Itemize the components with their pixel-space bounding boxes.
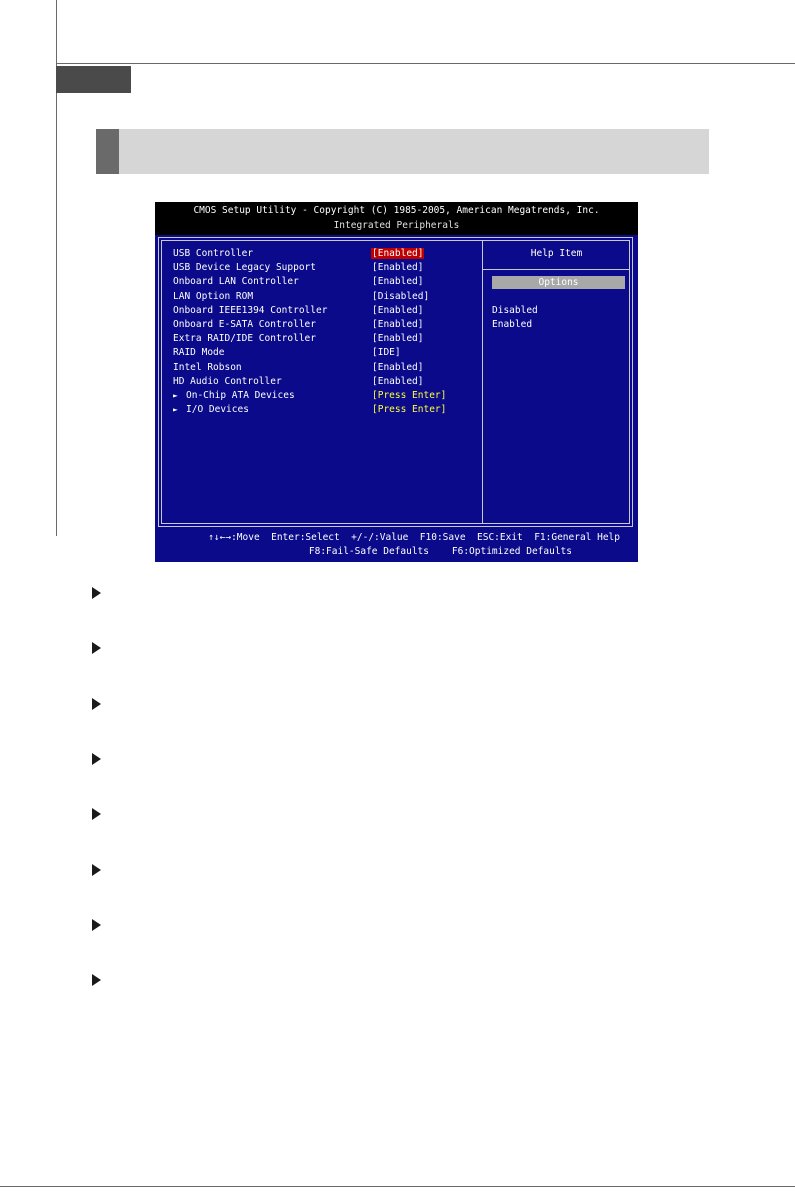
bios-defaults-hint: F8:Fail-Safe Defaults F6:Optimized Defaults (308, 546, 572, 557)
bios-keys-hint: ↑↓←→:Move Enter:Select +/-/:Value F10:Save ESC:Exit F1:General Help (208, 532, 620, 543)
help-options-label: Options (538, 277, 579, 288)
page-footer-rule (0, 1186, 795, 1187)
bullet-arrow-icon (92, 753, 101, 765)
help-option[interactable]: Enabled (492, 319, 533, 330)
setting-label: Onboard LAN Controller (173, 276, 299, 288)
help-panel-divider (483, 269, 630, 270)
setting-label: Onboard E-SATA Controller (173, 318, 316, 330)
page-header-rule (56, 63, 795, 64)
setting-label: LAN Option ROM (173, 290, 254, 302)
setting-label: HD Audio Controller (173, 375, 282, 387)
setting-on-chip-ata[interactable] (155, 390, 485, 404)
setting-value[interactable]: [Disabled] (372, 290, 430, 302)
setting-onboard-lan[interactable] (155, 276, 485, 290)
bullet-arrow-icon (92, 642, 101, 654)
setting-label: Onboard IEEE1394 Controller (173, 304, 328, 316)
setting-value-submenu[interactable]: [Press Enter] (372, 404, 447, 416)
submenu-arrow-icon: ► (173, 390, 178, 400)
setting-label: USB Controller (173, 248, 254, 259)
bios-title: CMOS Setup Utility - Copyright (C) 1985-2005, American Megatrends, Inc. (193, 205, 600, 216)
setting-label: RAID Mode (173, 347, 225, 359)
page-header-tab (56, 66, 131, 93)
setting-intel-robson[interactable] (155, 362, 485, 376)
setting-value[interactable]: [Enabled] (372, 262, 424, 274)
section-heading-bar (96, 129, 709, 174)
help-options-list (492, 305, 538, 333)
setting-extra-raid-ide[interactable] (155, 333, 485, 347)
setting-usb-legacy[interactable] (155, 262, 485, 276)
bullet-arrow-icon (92, 808, 101, 820)
help-option[interactable]: Disabled (492, 305, 538, 316)
submenu-arrow-icon: ► (173, 405, 178, 415)
setting-label: Extra RAID/IDE Controller (173, 333, 316, 345)
setting-label: USB Device Legacy Support (173, 262, 316, 274)
setting-value[interactable]: [Enabled] (372, 361, 424, 373)
setting-ieee1394[interactable] (155, 305, 485, 319)
setting-hd-audio[interactable] (155, 376, 485, 390)
bullet-arrow-icon (92, 864, 101, 876)
settings-list (155, 248, 485, 418)
setting-label: On-Chip ATA Devices (186, 389, 295, 401)
setting-label: I/O Devices (186, 404, 249, 416)
setting-value[interactable]: [IDE] (372, 347, 401, 359)
setting-value[interactable]: [Enabled] (372, 318, 424, 330)
bios-screen (155, 202, 638, 562)
bullet-arrow-icon (92, 698, 101, 710)
setting-value[interactable]: [Enabled] (372, 333, 424, 345)
setting-raid-mode[interactable] (155, 347, 485, 361)
bullet-arrow-icon (92, 587, 101, 599)
section-heading-accent (96, 129, 119, 174)
bios-subtitle: Integrated Peripherals (333, 220, 460, 231)
setting-io-devices[interactable] (155, 404, 485, 418)
setting-value-submenu[interactable]: [Press Enter] (372, 389, 447, 401)
bullet-arrow-icon (92, 919, 101, 931)
setting-value[interactable]: [Enabled] (372, 304, 424, 316)
setting-value[interactable]: [Enabled] (372, 375, 424, 387)
setting-usb-controller[interactable] (155, 248, 485, 262)
bullet-arrow-icon (92, 974, 101, 986)
setting-value[interactable]: [Enabled] (372, 276, 424, 288)
help-panel-title: Help Item (530, 248, 583, 259)
setting-esata[interactable] (155, 319, 485, 333)
setting-label: Intel Robson (173, 361, 242, 373)
setting-lan-option-rom[interactable] (155, 291, 485, 305)
setting-value-selected[interactable]: [Enabled] (372, 248, 424, 259)
